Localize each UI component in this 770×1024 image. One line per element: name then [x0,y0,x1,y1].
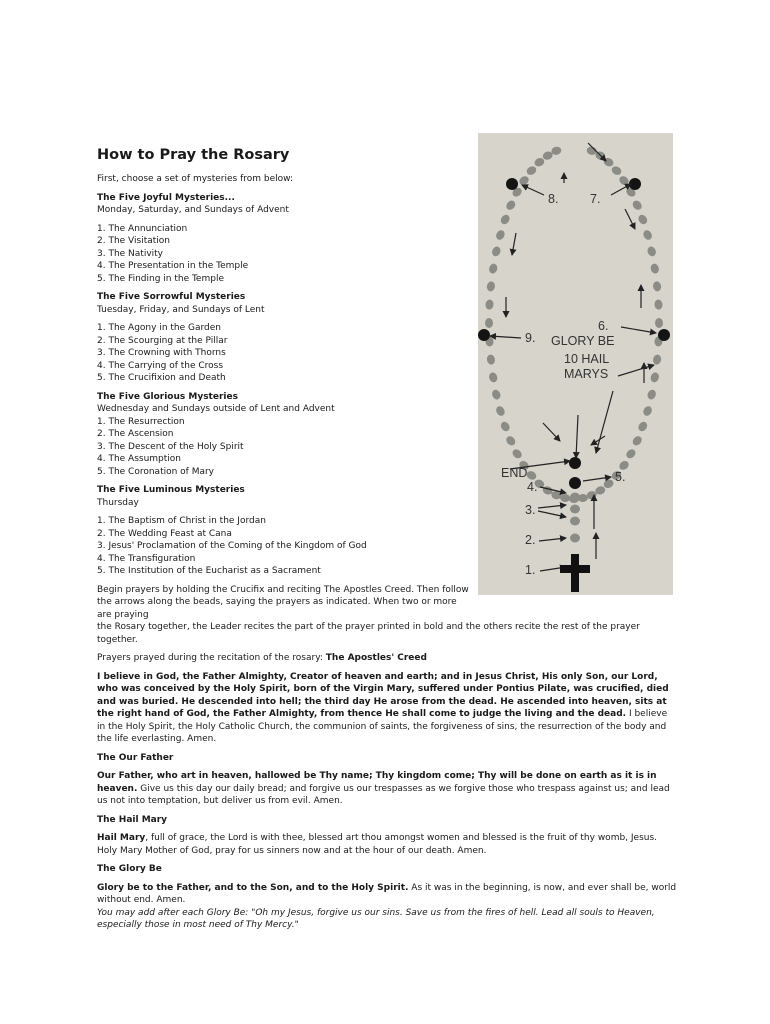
mysteries-days: Wednesday and Sundays outside of Lent and Advent [97,404,335,414]
mysteries-days: Thursday [97,497,139,508]
arrow [538,511,566,517]
intro-text: First, choose a set of mysteries from below: [97,174,294,184]
glory-be-bold: Glory be to the Father, and to the Son, and to the Holy Spirit. [97,882,409,893]
creed-bold: I believe in God, the Father Almighty, Creator of heaven and earth; and in Jesus Christ, His only Son, our Lord, who was conceived by the Holy Spirit, born of the Virgin Mary, suffered under Pontius Pilate, was crucified, died and was buried. He descended into hell; the third day He arose from the dead. He ascended into heaven, sits at the right hand of God, the Father Almighty, from thence He shall come to judge the living and the dead. [97,671,669,719]
bead [570,505,580,514]
our-father-bold: Our Father, who art in heaven, hallowed be Thy name; Thy kingdom come; Thy will be done on earth as it is in heaven. [97,771,657,794]
list-item: 1. The Agony in the Garden [97,323,221,333]
hail-mary-heading: The Hail Mary [97,814,168,825]
label-2: 2. [525,533,536,547]
hail-mary-bold: Hail Mary [97,833,146,843]
bead [511,447,524,460]
bead-dark [569,457,581,469]
bead [610,165,623,177]
arrow [539,538,566,541]
bead [518,174,531,186]
apostles-creed [97,671,677,746]
bead [560,493,571,502]
creed-rest: I believe in the Holy Spirit, the Holy Catholic Church, the communion of saints, the forgiveness of sins, the resurrection of the body and the life everlasting. Amen. [97,709,668,744]
bead [649,371,660,383]
our-father-prayer [97,770,677,808]
label-1: 1. [525,563,536,577]
arrow [512,233,516,255]
mysteries-days: Monday, Saturday, and Sundays of Advent [97,205,289,215]
bead [491,388,502,400]
glory-be-prayer [97,882,677,907]
arrow [596,391,613,453]
arrow [618,365,654,376]
bead-dark [658,329,670,341]
label-8: 8. [548,192,559,206]
bead [631,199,644,212]
crucifix-icon [560,554,590,592]
list-item: 4. The Presentation in the Temple [97,261,249,271]
hail-mary-prayer [97,832,677,857]
bead [637,420,649,433]
bead [631,434,644,447]
prayers-intro-bold: The Apostles' Creed [325,653,427,663]
page-title: How to Pray the Rosary [97,147,290,163]
bead-dark [478,329,490,341]
bead [570,493,580,502]
bead [486,281,496,292]
bead [649,263,660,275]
bead [652,281,662,292]
list-item: 2. The Scourging at the Pillar [97,335,228,346]
list-item: 5. The Institution of the Eucharist as a Sacrament [97,566,321,576]
arrow [490,336,521,338]
bead [642,405,654,418]
arrow [543,423,560,441]
label-3: 3. [525,503,536,517]
bead [488,263,499,275]
glory-be-heading: The Glory Be [97,864,162,874]
list-item: 3. The Descent of the Holy Spirit [97,441,244,452]
glory-be-rest: As it was in the beginning, is now, and ever shall be, world without end. Amen. [97,882,677,905]
hail-mary-rest: , full of grace, the Lord is with thee, blessed art thou amongst women and blessed is the fruit of thy womb, Jesus. Holy Mary Mother of God, pray for us sinners now and at the hour of our death. Amen. [97,833,658,856]
our-father-rest: Give us this day our daily bread; and forgive us our trespasses as we forgive those who trespass against us; and lead us not into temptation, but deliver us from evil. Amen. [97,783,670,806]
bead [655,318,663,328]
label-4: 4. [527,480,538,494]
bead [625,447,638,460]
bead [654,299,663,310]
label-6: 6. [598,319,609,333]
bead [499,213,511,226]
label-7: 7. [590,192,601,206]
list-item: 4. The Carrying of the Cross [97,360,224,371]
arrow [522,185,544,195]
bead [494,229,506,242]
label-end: END [501,466,528,480]
mysteries-days: Tuesday, Friday, and Sundays of Lent [97,304,265,315]
label-5: 5. [615,470,626,484]
bead [646,245,657,257]
bead [646,388,657,400]
mysteries-heading: The Five Joyful Mysteries... [97,192,235,203]
list-item: 1. The Resurrection [97,416,185,427]
list-item: 2. The Wedding Feast at Cana [97,528,232,539]
bead [525,165,538,177]
bead [504,434,517,447]
label-9: 9. [525,331,536,345]
list-item: 2. The Ascension [97,429,174,439]
rosary-diagram [478,133,673,595]
instructions-text: Begin prayers by holding the Crucifix and reciting The Apostles Creed. Then follow the arrows along the beads, saying the prayers as indicated. When two or more are praying [97,584,469,620]
bead [485,299,494,310]
bead [485,318,493,328]
glory-be-note: You may add after each Glory Be: "Oh my Jesus, forgive us our sins. Save us from the fires of hell. Lead all souls to Heaven, especially those in most need of Thy Mercy." [97,907,655,930]
label-glory-be: GLORY BE [551,334,615,348]
instructions-text-continued: the Rosary together, the Leader recites the part of the prayer printed in bold and the others recite the rest of the prayer together. [97,622,640,645]
arrow [621,327,656,333]
list-item: 4. The Assumption [97,454,182,464]
list-item: 3. The Nativity [97,248,164,259]
bead [642,229,654,242]
mysteries-heading: The Five Luminous Mysteries [97,485,245,495]
bead [488,371,499,383]
label-10-hail: 10 HAIL [564,352,610,366]
list-item: 5. The Finding in the Temple [97,273,224,284]
our-father-heading: The Our Father [97,752,174,763]
bead [504,199,517,212]
list-item: 3. Jesus' Proclamation of the Coming of the Kingdom of God [97,541,367,551]
bead [494,405,506,418]
bead [491,245,502,257]
list-item: 2. The Visitation [97,236,170,246]
bead-dark [506,178,518,190]
arrow [576,415,578,458]
mysteries-heading: The Five Sorrowful Mysteries [97,292,246,302]
bead [499,420,511,433]
prayers-intro [97,652,677,665]
label-marys: MARYS [564,367,609,381]
list-item: 1. The Annunciation [97,223,188,234]
list-item: 3. The Crowning with Thorns [97,348,226,358]
bead [652,354,662,365]
arrow [625,209,635,229]
list-item: 4. The Transfiguration [97,553,196,564]
list-item: 5. The Coronation of Mary [97,466,215,477]
bead [570,534,580,543]
rosary-diagram-svg [478,133,673,595]
bead [570,517,580,526]
prayers-intro-text: Prayers prayed during the recitation of the rosary: [97,653,326,663]
mysteries-heading: The Five Glorious Mysteries [97,391,238,402]
bead-dark [569,477,581,489]
list-item: 1. The Baptism of Christ in the Jordan [97,516,266,526]
list-item: 5. The Crucifixion and Death [97,373,226,383]
bead [637,213,649,226]
bead [486,354,496,365]
arrow [538,505,566,508]
